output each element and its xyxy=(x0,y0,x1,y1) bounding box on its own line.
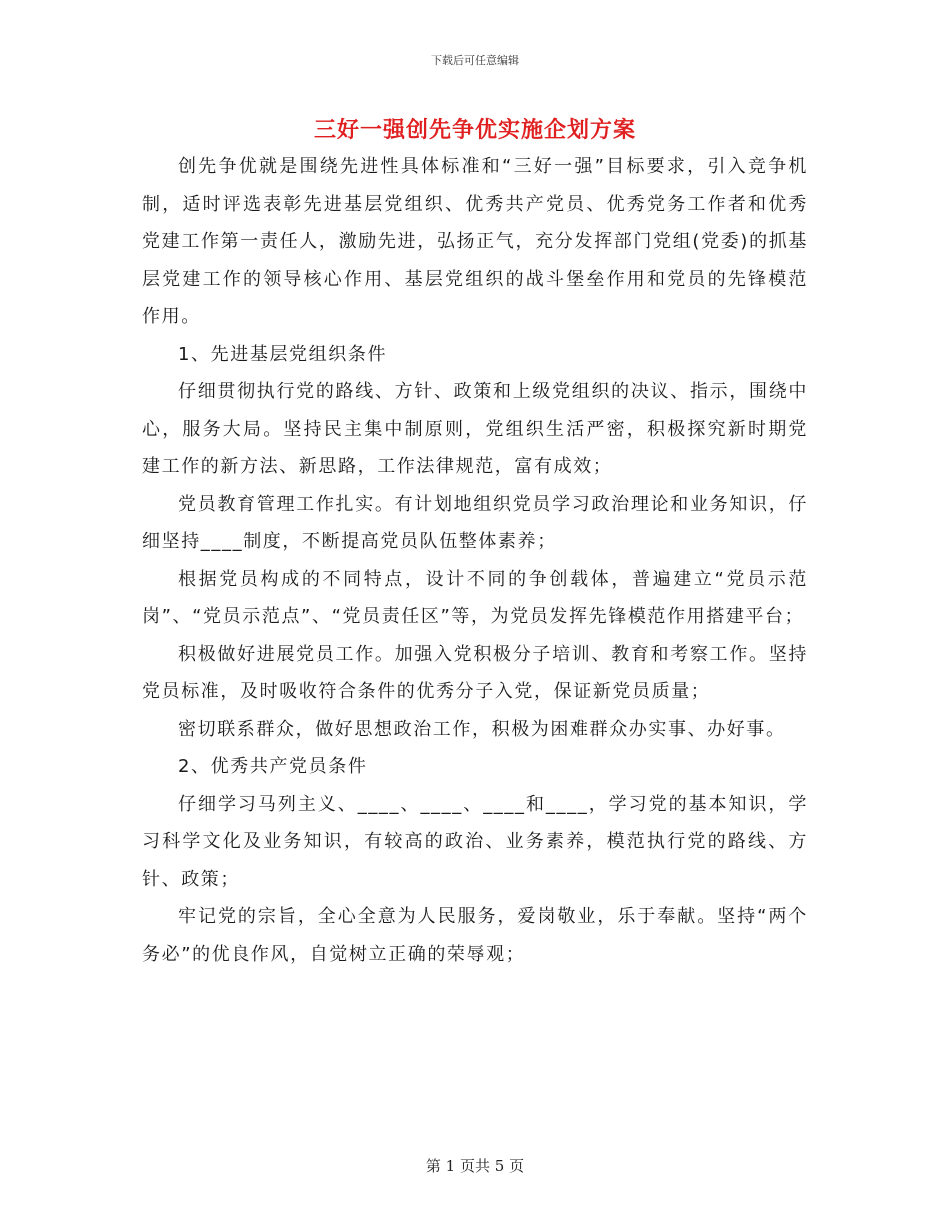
body-paragraph: 仔细贯彻执行党的路线、方针、政策和上级党组织的决议、指示，围绕中心，服务大局。坚持民主集中制原则，党组织生活严密，积极探究新时期党建工作的新方法、新思路，工作法律规范，富有成效； xyxy=(142,381,808,477)
body-paragraph: 根据党员构成的不同特点，设计不同的争创载体，普遍建立“党员示范岗”、“党员示范点”、“党员责任区”等，为党员发挥先锋模范作用搭建平台； xyxy=(142,568,808,627)
page-header-note: 下载后可任意编辑 xyxy=(431,54,519,67)
section-heading-1: 1、先进基层党组织条件 xyxy=(178,343,388,365)
body-paragraph: 密切联系群众，做好思想政治工作，积极为困难群众办实事、办好事。 xyxy=(178,718,786,740)
body-paragraph: 党员教育管理工作扎实。有计划地组织党员学习政治理论和业务知识，仔细坚持____制度，不断提高党员队伍整体素养； xyxy=(142,493,808,552)
document-title: 三好一强创先争优实施企划方案 xyxy=(313,118,636,143)
body-paragraph: 积极做好进展党员工作。加强入党积极分子培训、教育和考察工作。坚持党员标准，及时吸收符合条件的优秀分子入党，保证新党员质量； xyxy=(142,643,808,702)
document-body xyxy=(142,148,808,973)
intro-paragraph: 创先争优就是围绕先进性具体标准和“三好一强”目标要求，引入竞争机制，适时评选表彰先进基层党组织、优秀共产党员、优秀党务工作者和优秀党建工作第一责任人，激励先进，弘扬正气，充分发挥部门党组(党委)的抓基层党建工作的领导核心作用、基层党组织的战斗堡垒作用和党员的先锋模范作用。 xyxy=(142,156,808,327)
page-number: 第 1 页共 5 页 xyxy=(425,1157,525,1175)
body-paragraph: 仔细学习马列主义、____、____、____和____，学习党的基本知识，学习科学文化及业务知识，有较高的政治、业务素养，模范执行党的路线、方针、政策； xyxy=(142,793,808,890)
section-heading-2: 2、优秀共产党员条件 xyxy=(178,756,368,777)
body-paragraph: 牢记党的宗旨，全心全意为人民服务，爱岗敬业，乐于奉献。坚持“两个务必”的优良作风，自觉树立正确的荣辱观； xyxy=(142,906,808,965)
